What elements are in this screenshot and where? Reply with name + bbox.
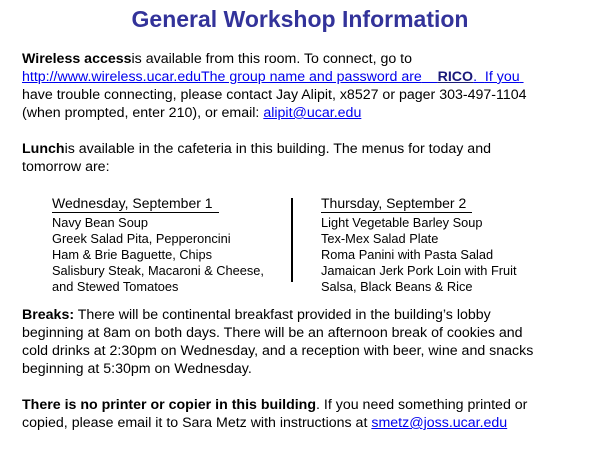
menu-item: Tex-Mex Salad Plate xyxy=(321,231,439,246)
printer-email-link[interactable]: smetz@joss.ucar.edu xyxy=(371,415,508,431)
menu-wednesday xyxy=(52,194,264,295)
wireless-line-1 xyxy=(22,50,588,68)
menu-item: and Stewed Tomatoes xyxy=(52,279,179,294)
lunch-line-2: tomorrow are: xyxy=(22,159,110,175)
menu-item: Roma Panini with Pasta Salad xyxy=(321,247,494,262)
menu-day-heading: Wednesday, September 1 xyxy=(52,194,219,213)
breaks-line-2: beginning at 8am on both days. There will be an afternoon break of cookies and xyxy=(22,325,523,341)
menu-item: Ham & Brie Baguette, Chips xyxy=(52,247,213,262)
lunch-line-1 xyxy=(22,140,588,158)
menu-day-heading: Thursday, September 2 xyxy=(321,194,472,213)
printer-text-2: copied, please email it to Sara Metz with instructions at xyxy=(22,415,368,431)
breaks-line-1 xyxy=(22,306,588,324)
breaks-line-4: beginning at 5:30pm on Wednesday. xyxy=(22,361,252,377)
printer-section xyxy=(22,396,588,432)
menu-thursday xyxy=(321,194,517,295)
lunch-section xyxy=(22,140,588,176)
wireless-text-1: is available from this room. To connect, go to xyxy=(131,51,413,67)
printer-text-1: . If you need something printed or xyxy=(316,397,528,413)
breaks-text-1: There will be continental breakfast provided in the building’s lobby xyxy=(77,307,491,323)
breaks-heading: Breaks: xyxy=(22,307,75,323)
wireless-line-2: http://www.wireless.ucar.eduThe group name and password are RICO. If you xyxy=(22,69,520,85)
lunch-heading: Lunch xyxy=(22,141,65,157)
menu-divider xyxy=(291,198,293,282)
menu-item: Jamaican Jerk Pork Loin with Fruit xyxy=(321,263,517,278)
menu-item: Greek Salad Pita, Pepperoncini xyxy=(52,231,231,246)
printer-line-2 xyxy=(22,414,588,432)
wireless-password: RICO xyxy=(437,69,474,85)
menu-item: Light Vegetable Barley Soup xyxy=(321,215,483,230)
wireless-line-4 xyxy=(22,104,588,122)
menus xyxy=(0,194,600,294)
page-title: General Workshop Information xyxy=(131,6,469,32)
wireless-text-2: If you xyxy=(484,69,520,85)
printer-heading: There is no printer or copier in this building xyxy=(22,397,317,413)
breaks-line-3: cold drinks at 2:30pm on Wednesday, and a reception with beer, wine and snacks xyxy=(22,343,534,359)
menu-item: Navy Bean Soup xyxy=(52,215,149,230)
wireless-link[interactable]: http://www.wireless.ucar.eduThe group name and password are xyxy=(22,69,422,85)
menu-item: Salsa, Black Beans & Rice xyxy=(321,279,473,294)
wireless-text-4: (when prompted, enter 210), or email: xyxy=(22,105,260,121)
wireless-line-3: have trouble connecting, please contact Jay Alipit, x8527 or pager 303-497-1104 xyxy=(22,87,527,103)
lunch-text-1: is available in the cafeteria in this building. The menus for today and xyxy=(64,141,491,157)
printer-line-1 xyxy=(22,396,588,414)
wireless-section xyxy=(22,50,588,122)
wireless-email-link[interactable]: alipit@ucar.edu xyxy=(263,105,362,121)
breaks-section xyxy=(22,306,588,378)
menu-item: Salisbury Steak, Macaroni & Cheese, xyxy=(52,263,264,278)
wireless-heading: Wireless access xyxy=(22,51,132,67)
